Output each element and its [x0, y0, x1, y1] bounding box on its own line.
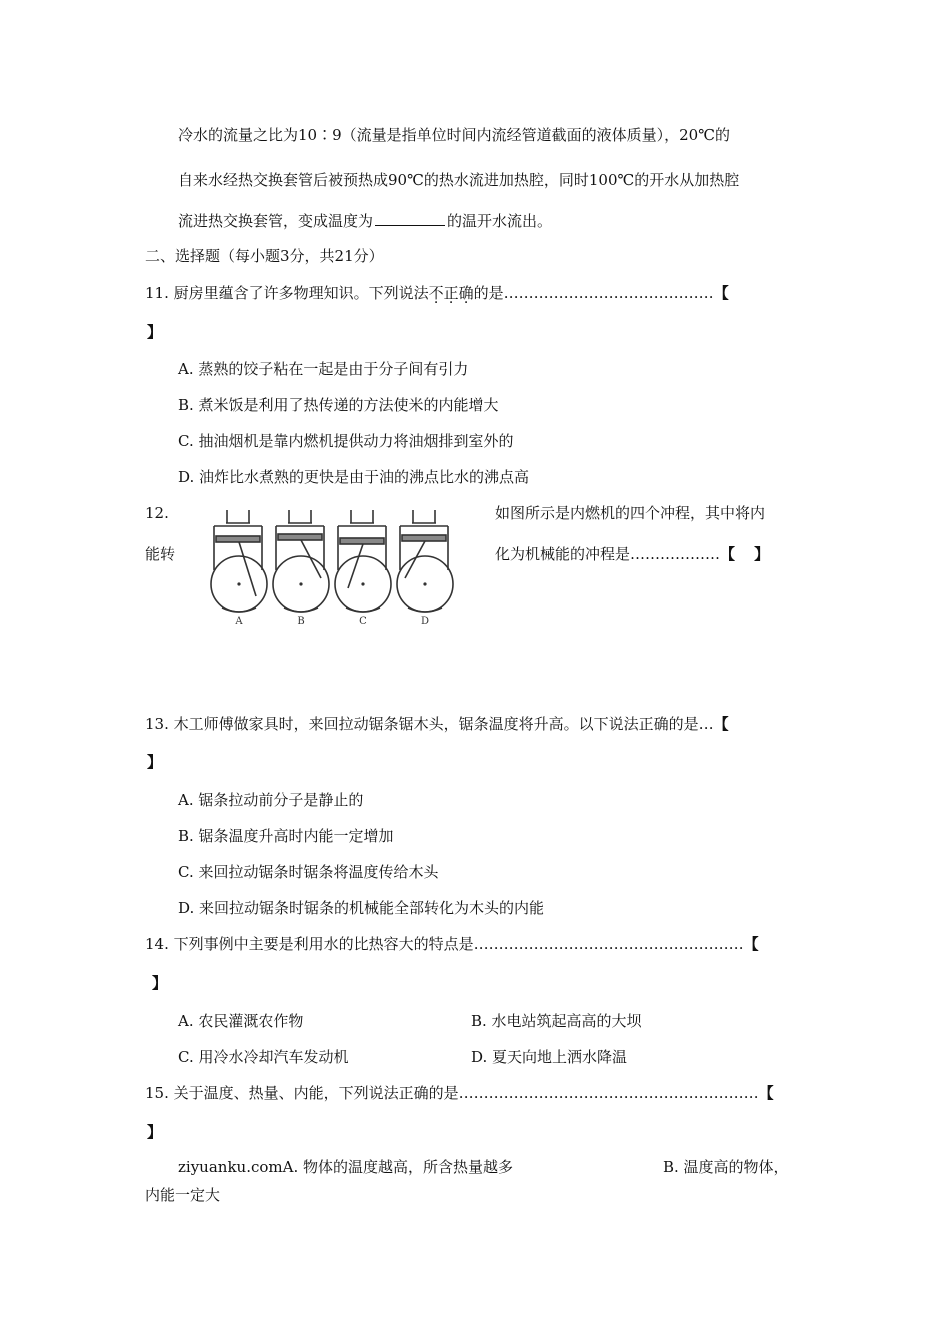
q15-option-a[interactable]: ziyuanku.comA. 物体的温度越高，所含热量越多: [178, 1158, 513, 1176]
engine-b: [273, 510, 329, 612]
q12-left-text: 能转: [145, 545, 176, 563]
q11-emphasis-1: 不: [428, 284, 444, 302]
q11-stem-post: 的是……………………………………: [473, 284, 714, 302]
q13-bracket-open: 【: [713, 715, 729, 733]
q11-emphasis-2: 正: [443, 284, 459, 302]
q15-stem: [145, 1083, 774, 1103]
engine-c: [335, 510, 391, 612]
intro-line-2: 自来水经热交换套管后被预热成90℃的热水流进加热腔，同时100℃的开水从加热腔: [178, 171, 740, 189]
q14-bracket-close: 】: [152, 974, 168, 992]
q15-stem-text: 15. 关于温度、热量、内能，下列说法正确的是……………………………………………………: [145, 1084, 759, 1102]
intro-line-3-pre: 流进热交换套管，变成温度为: [178, 212, 374, 230]
q14-option-d[interactable]: D. 夏天向地上洒水降温: [471, 1048, 628, 1066]
q11-emphasis-3: 确: [458, 284, 474, 302]
q12-bracket-close: 】: [754, 545, 770, 563]
intro-line-3-post: 的温开水流出。: [447, 212, 553, 230]
q11-option-a[interactable]: A. 蒸熟的饺子粘在一起是由于分子间有引力: [178, 360, 469, 378]
q11-bracket-close: 】: [147, 323, 163, 341]
q14-stem: [145, 934, 759, 954]
q11-stem-pre: 11. 厨房里蕴含了许多物理知识。下列说法: [145, 284, 429, 302]
q15-bracket-close: 】: [147, 1123, 163, 1141]
q12-number: 12.: [145, 504, 169, 522]
q15-option-b[interactable]: B. 温度高的物体，: [663, 1158, 789, 1176]
q11-option-d[interactable]: D. 油炸比水煮熟的更快是由于油的沸点比水的沸点高: [178, 468, 530, 486]
q11-option-b[interactable]: B. 煮米饭是利用了热传递的方法使米的内能增大: [178, 396, 499, 414]
q13-stem-text: 13. 木工师傅做家具时，来回拉动锯条锯木头，锯条温度将升高。以下说法正确的是…: [145, 715, 714, 733]
q13-bracket-close: 】: [147, 753, 163, 771]
q12-stem-line-1: 如图所示是内燃机的四个冲程，其中将内: [495, 504, 766, 522]
q11-bracket-open: 【: [713, 284, 729, 302]
section-title: 二、选择题（每小题3分，共21分）: [145, 247, 384, 265]
q15-bracket-open: 【: [758, 1084, 774, 1102]
q12-stem-text: 化为机械能的冲程是………………: [495, 545, 721, 563]
q13-option-b[interactable]: B. 锯条温度升高时内能一定增加: [178, 827, 394, 845]
q11-option-c[interactable]: C. 抽油烟机是靠内燃机提供动力将油烟排到室外的: [178, 432, 514, 450]
engine-d: [397, 510, 453, 612]
q14-option-c[interactable]: C. 用冷水冷却汽车发动机: [178, 1048, 349, 1066]
answer-blank[interactable]: [375, 211, 445, 226]
q13-option-c[interactable]: C. 来回拉动锯条时锯条将温度传给木头: [178, 863, 439, 881]
q14-bracket-open: 【: [743, 935, 759, 953]
q14-stem-text: 14. 下列事例中主要是利用水的比热容大的特点是………………………………………………: [145, 935, 744, 953]
intro-line-1: 冷水的流量之比为10∶9（流量是指单位时间内流经管道截面的液体质量），20℃的: [178, 126, 731, 144]
engine-a: [211, 510, 267, 612]
engine-label-c: C: [359, 616, 367, 626]
q12-stem-line-2: [495, 544, 769, 564]
engine-strokes-figure: [204, 508, 464, 626]
q12-bracket-open: 【: [720, 545, 736, 563]
q14-option-a[interactable]: A. 农民灌溉农作物: [178, 1012, 304, 1030]
q13-option-d[interactable]: D. 来回拉动锯条时锯条的机械能全部转化为木头的内能: [178, 899, 545, 917]
intro-line-3: [178, 211, 552, 231]
engine-label-b: B: [297, 616, 305, 626]
q11-stem: [145, 283, 729, 303]
q15-option-b-continued: 内能一定大: [145, 1186, 221, 1204]
q13-option-a[interactable]: A. 锯条拉动前分子是静止的: [178, 791, 364, 809]
engine-label-a: A: [235, 616, 243, 626]
q13-stem: [145, 714, 729, 734]
q14-option-b[interactable]: B. 水电站筑起高高的大坝: [471, 1012, 642, 1030]
engine-label-d: D: [420, 616, 430, 626]
